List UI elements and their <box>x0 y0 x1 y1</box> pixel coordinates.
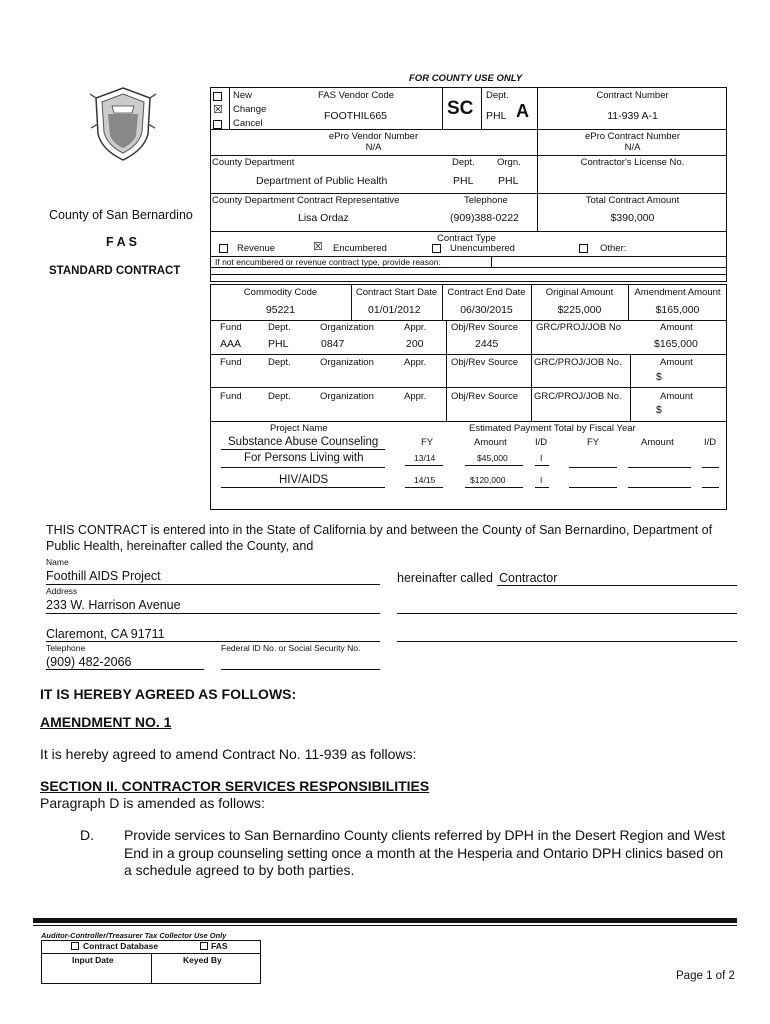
amount-label-p2: Amount <box>641 437 674 448</box>
grc-label-2: GRC/PROJ/JOB No. <box>534 357 622 368</box>
reason-label: If not encumbered or revenue contract type, provide reason: <box>215 257 441 267</box>
item-line1: Provide services to San Bernardino County clients referred by DPH in the Desert Region and West <box>124 827 726 843</box>
end-date: 06/30/2015 <box>460 304 513 316</box>
item-letter: D. <box>80 827 94 843</box>
epro-contract-value: N/A <box>624 142 641 153</box>
change-checkbox[interactable]: ☒ <box>213 104 223 116</box>
page-current: 1 <box>706 970 713 982</box>
dept-2: PHL <box>453 175 474 187</box>
dept-label-f2: Dept. <box>268 357 291 368</box>
appr-1: 200 <box>406 338 424 350</box>
total-contract-label: Total Contract Amount <box>585 195 680 206</box>
original-amount: $225,000 <box>557 304 602 316</box>
contract-number-label: Contract Number <box>596 90 669 101</box>
amendment-amount: $165,000 <box>655 304 700 316</box>
fas-checkbox[interactable] <box>200 942 208 950</box>
amount-label-2: Amount <box>660 357 693 368</box>
item-line2: End in a group counseling setting once a month at the Hesperia and Ontario DPH clinics based on <box>124 845 724 861</box>
objrev-label-3: Obj/Rev Source <box>451 391 519 402</box>
org-label-3: Organization <box>320 391 374 402</box>
id-row2: I <box>540 475 543 485</box>
end-date-label: Contract End Date <box>447 287 526 298</box>
start-date-label: Contract Start Date <box>355 287 438 298</box>
a-code: A <box>516 101 529 121</box>
telephone-top: (909)388-0222 <box>450 212 519 224</box>
dept-label-f3: Dept. <box>268 391 291 402</box>
amount-row2: $120,000 <box>470 475 506 485</box>
revenue-label: Revenue <box>237 243 276 254</box>
fas-title: F A S <box>106 235 138 249</box>
amount-row1: $45,000 <box>477 453 508 463</box>
hereinafter-label: hereinafter called <box>397 571 493 585</box>
fund-label-3: Fund <box>220 391 242 402</box>
amendment-heading: AMENDMENT NO. 1 <box>40 714 172 730</box>
amendment-amount-label: Amendment Amount <box>634 287 721 298</box>
license-label: Contractor's License No. <box>580 157 685 168</box>
org-1: 0847 <box>321 338 345 350</box>
address-label: Address <box>46 586 78 596</box>
county-name: County of San Bernardino <box>49 208 193 222</box>
page-total: 2 <box>728 970 735 982</box>
other-label: Other: <box>600 243 627 254</box>
grc-label-1: GRC/PROJ/JOB No <box>536 322 621 333</box>
amount-label-p1: Amount <box>474 437 507 448</box>
county-department-label: County Department <box>212 157 295 168</box>
new-checkbox[interactable] <box>213 92 222 101</box>
section-heading: SECTION II. CONTRACTOR SERVICES RESPONSIBILITIES <box>40 778 430 794</box>
other-checkbox[interactable] <box>579 244 588 253</box>
rep-name: Lisa Ordaz <box>298 212 349 224</box>
appr-label-2: Appr. <box>404 357 427 368</box>
dept-label-f1: Dept. <box>268 322 291 333</box>
contractor-called[interactable]: Contractor <box>499 571 558 585</box>
id-label-2: I/D <box>704 437 717 448</box>
fund-label-2: Fund <box>220 357 242 368</box>
intro-line2: Public Health, hereinafter called the County, and <box>46 539 314 553</box>
rep-label: County Department Contract Representative <box>212 195 400 206</box>
appr-label-1: Appr. <box>404 322 427 333</box>
page-of: of <box>715 970 726 982</box>
epro-vendor-label: ePro Vendor Number <box>328 131 419 142</box>
contract-database-checkbox[interactable] <box>71 942 79 950</box>
change-label: Change <box>233 104 267 115</box>
amount-1: $165,000 <box>654 338 698 350</box>
dept-label-2: Dept. <box>452 157 475 168</box>
fund-1: AAA <box>220 338 242 350</box>
page-number <box>676 970 735 982</box>
contract-database-label: Contract Database <box>83 941 159 951</box>
objrev-1: 2445 <box>475 338 499 350</box>
telephone-label: Telephone <box>46 643 86 653</box>
telephone-label-top: Telephone <box>464 195 508 206</box>
fy-row1: 13/14 <box>414 453 436 463</box>
cancel-checkbox[interactable] <box>213 120 222 129</box>
orgn: PHL <box>498 175 519 187</box>
appr-label-3: Appr. <box>404 391 427 402</box>
fas-vendor-code: FOOTHIL665 <box>324 110 388 122</box>
epro-vendor-value: N/A <box>365 142 382 153</box>
county-department: Department of Public Health <box>256 175 388 187</box>
new-label: New <box>233 90 253 101</box>
contractor-name[interactable]: Foothill AIDS Project <box>46 569 161 583</box>
commodity-code-label: Commodity Code <box>243 287 318 298</box>
sc-code: SC <box>447 98 474 119</box>
standard-contract-title: STANDARD CONTRACT <box>49 265 181 277</box>
estimated-payment-label: Estimated Payment Total by Fiscal Year <box>469 423 636 434</box>
total-contract-amount: $390,000 <box>610 212 655 224</box>
county-seal <box>88 84 158 164</box>
cancel-label: Cancel <box>233 118 263 129</box>
encumbered-checkbox[interactable]: ☒ <box>313 241 323 253</box>
intro-line1: THIS CONTRACT is entered into in the State of California by and between the County of San Bernardino, Department of <box>46 523 713 537</box>
address-line1[interactable]: 233 W. Harrison Avenue <box>46 598 181 612</box>
org-label-1: Organization <box>320 322 374 333</box>
revenue-checkbox[interactable] <box>219 244 228 253</box>
agreed-heading: IT IS HEREBY AGREED AS FOLLOWS: <box>40 686 297 702</box>
dept-top: PHL <box>486 110 507 122</box>
unencumbered-checkbox[interactable] <box>432 244 441 253</box>
amount-label-3: Amount <box>660 391 693 402</box>
amount-3-dollar: $ <box>656 404 662 416</box>
dept-label-top: Dept. <box>486 90 509 101</box>
orgn-label: Orgn. <box>497 157 521 168</box>
id-row1: I <box>540 453 543 463</box>
project-name-line3: HIV/AIDS <box>279 474 329 486</box>
name-label: Name <box>46 557 69 567</box>
epro-contract-label: ePro Contract Number <box>584 131 681 142</box>
fas-footer-label: FAS <box>211 941 228 951</box>
fy-label-2: FY <box>587 437 600 448</box>
project-name-line1: Substance Abuse Counseling <box>228 436 379 448</box>
org-label-2: Organization <box>320 357 374 368</box>
objrev-label-1: Obj/Rev Source <box>451 322 519 333</box>
contractor-telephone[interactable]: (909) 482-2066 <box>46 655 132 669</box>
amount-label-1: Amount <box>660 322 693 333</box>
paragraph-note: Paragraph D is amended as follows: <box>40 795 265 811</box>
contract-type-label: Contract Type <box>437 233 496 244</box>
address-line2[interactable]: Claremont, CA 91711 <box>46 627 165 641</box>
original-amount-label: Original Amount <box>545 287 614 298</box>
grc-label-3: GRC/PROJ/JOB No. <box>534 391 622 402</box>
unencumbered-label: Unencumbered <box>450 243 515 254</box>
amount-2-dollar: $ <box>656 371 662 383</box>
start-date: 01/01/2012 <box>368 304 421 316</box>
auditor-label: Auditor-Controller/Treasurer Tax Collector Use Only <box>41 931 227 940</box>
keyed-by-label: Keyed By <box>183 955 222 965</box>
commodity-code: 95221 <box>265 304 296 316</box>
objrev-label-2: Obj/Rev Source <box>451 357 519 368</box>
amend-sentence: It is hereby agreed to amend Contract No. 11-939 as follows: <box>40 746 417 762</box>
for-county-use-only: FOR COUNTY USE ONLY <box>409 73 523 84</box>
item-line3: a schedule agreed to by both parties. <box>124 862 355 878</box>
fy-label-1: FY <box>421 437 434 448</box>
page-prefix: Page <box>676 970 703 982</box>
fund-label-1: Fund <box>220 322 242 333</box>
federal-id-label: Federal ID No. or Social Security No. <box>221 643 361 653</box>
encumbered-label: Encumbered <box>333 243 387 254</box>
id-label-1: I/D <box>535 437 548 448</box>
fy-row2: 14/15 <box>414 475 436 485</box>
contract-number: 11-939 A-1 <box>607 110 658 122</box>
dept-f1: PHL <box>268 338 289 350</box>
project-name-label: Project Name <box>270 423 328 434</box>
fas-vendor-code-label: FAS Vendor Code <box>318 90 395 101</box>
input-date-label: Input Date <box>72 955 114 965</box>
project-name-line2: For Persons Living with <box>244 452 364 464</box>
